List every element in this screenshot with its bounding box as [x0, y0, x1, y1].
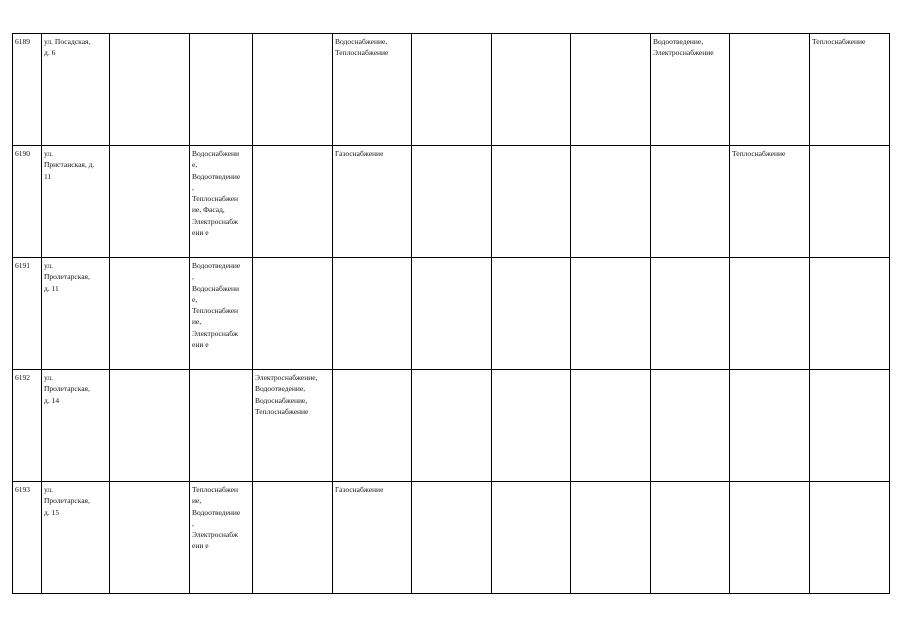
row-number-text: 6192 [15, 373, 30, 382]
col-5-cell [412, 482, 492, 594]
address-text: ул. Пристанская, д. 11 [44, 149, 95, 181]
col-9-cell [730, 258, 810, 370]
address-cell [42, 146, 110, 258]
col-10-cell [810, 482, 890, 594]
col-7-cell [571, 370, 651, 482]
col-2-cell [190, 370, 253, 482]
table-row [13, 482, 890, 594]
row-number-text: 6193 [15, 485, 30, 494]
col-7-cell [571, 258, 651, 370]
col-8-cell [651, 146, 730, 258]
col-7-cell [571, 34, 651, 146]
col-5-cell [412, 370, 492, 482]
col-8-cell [651, 370, 730, 482]
table-row [13, 34, 890, 146]
col-3-cell [253, 146, 333, 258]
col-6-cell [492, 370, 571, 482]
row-number-cell [13, 370, 42, 482]
row-number-text: 6191 [15, 261, 30, 270]
address-text: ул. Пролетарская, д. 14 [44, 373, 90, 405]
row-number-cell [13, 482, 42, 594]
col-2-text: Водоотведение , Водоснабжени е, Теплоснабжен ие, Электроснабж ени е [192, 261, 241, 350]
row-number-cell [13, 146, 42, 258]
col-9-cell [730, 146, 810, 258]
col-2-cell [190, 482, 253, 594]
col-2-cell [190, 146, 253, 258]
col-2-text: Водоснабжени е, Водоотведение , Теплоснабжен ие, Фасад, Электроснабж ени е [192, 149, 241, 238]
col-1-cell [110, 370, 190, 482]
col-5-cell [412, 34, 492, 146]
table-row [13, 258, 890, 370]
col-6-cell [492, 34, 571, 146]
table-body [13, 34, 890, 594]
col-8-cell [651, 34, 730, 146]
col-3-cell [253, 370, 333, 482]
col-4-cell [333, 146, 412, 258]
works-table [12, 33, 890, 594]
col-9-cell [730, 370, 810, 482]
col-6-cell [492, 146, 571, 258]
col-6-cell [492, 482, 571, 594]
row-number-cell [13, 34, 42, 146]
table-row [13, 146, 890, 258]
col-3-cell [253, 258, 333, 370]
col-7-cell [571, 482, 651, 594]
row-number-text: 6189 [15, 37, 30, 46]
col-3-cell [253, 34, 333, 146]
col-4-cell [333, 370, 412, 482]
col-9-cell [730, 34, 810, 146]
col-4-text: Водоснабжение, Теплоснабжение [335, 37, 389, 58]
col-9-cell [730, 482, 810, 594]
col-8-cell [651, 258, 730, 370]
col-2-text: Теплоснабжен ие, Водоотведение , Электроснабж ени е [192, 485, 241, 551]
col-10-text: Теплоснабжение [812, 37, 866, 46]
col-5-cell [412, 258, 492, 370]
col-10-cell [810, 370, 890, 482]
row-number-cell [13, 258, 42, 370]
address-text: ул. Пролетарская, д. 15 [44, 485, 90, 517]
col-10-cell [810, 146, 890, 258]
col-2-cell [190, 258, 253, 370]
col-4-cell [333, 34, 412, 146]
address-cell [42, 258, 110, 370]
address-cell [42, 34, 110, 146]
col-3-cell [253, 482, 333, 594]
col-5-cell [412, 146, 492, 258]
col-7-cell [571, 146, 651, 258]
col-1-cell [110, 34, 190, 146]
col-10-cell [810, 258, 890, 370]
table-row [13, 370, 890, 482]
col-1-cell [110, 146, 190, 258]
col-4-text: Газоснабжение [335, 485, 384, 494]
address-text: ул. Посадская, д. 6 [44, 37, 91, 58]
address-text: ул. Пролетарская, д. 11 [44, 261, 90, 293]
col-3-text: Электроснабжение, Водоотведение, Водоснабжение, Теплоснабжение [255, 373, 318, 416]
row-number-text: 6190 [15, 149, 30, 158]
col-4-cell [333, 482, 412, 594]
address-cell [42, 370, 110, 482]
col-8-cell [651, 482, 730, 594]
address-cell [42, 482, 110, 594]
col-1-cell [110, 258, 190, 370]
col-2-cell [190, 34, 253, 146]
col-10-cell [810, 34, 890, 146]
col-1-cell [110, 482, 190, 594]
col-8-text: Водоотведение, Электроснабжение [653, 37, 714, 58]
col-4-cell [333, 258, 412, 370]
col-4-text: Газоснабжение [335, 149, 384, 158]
col-6-cell [492, 258, 571, 370]
col-9-text: Теплоснабжение [732, 149, 786, 158]
